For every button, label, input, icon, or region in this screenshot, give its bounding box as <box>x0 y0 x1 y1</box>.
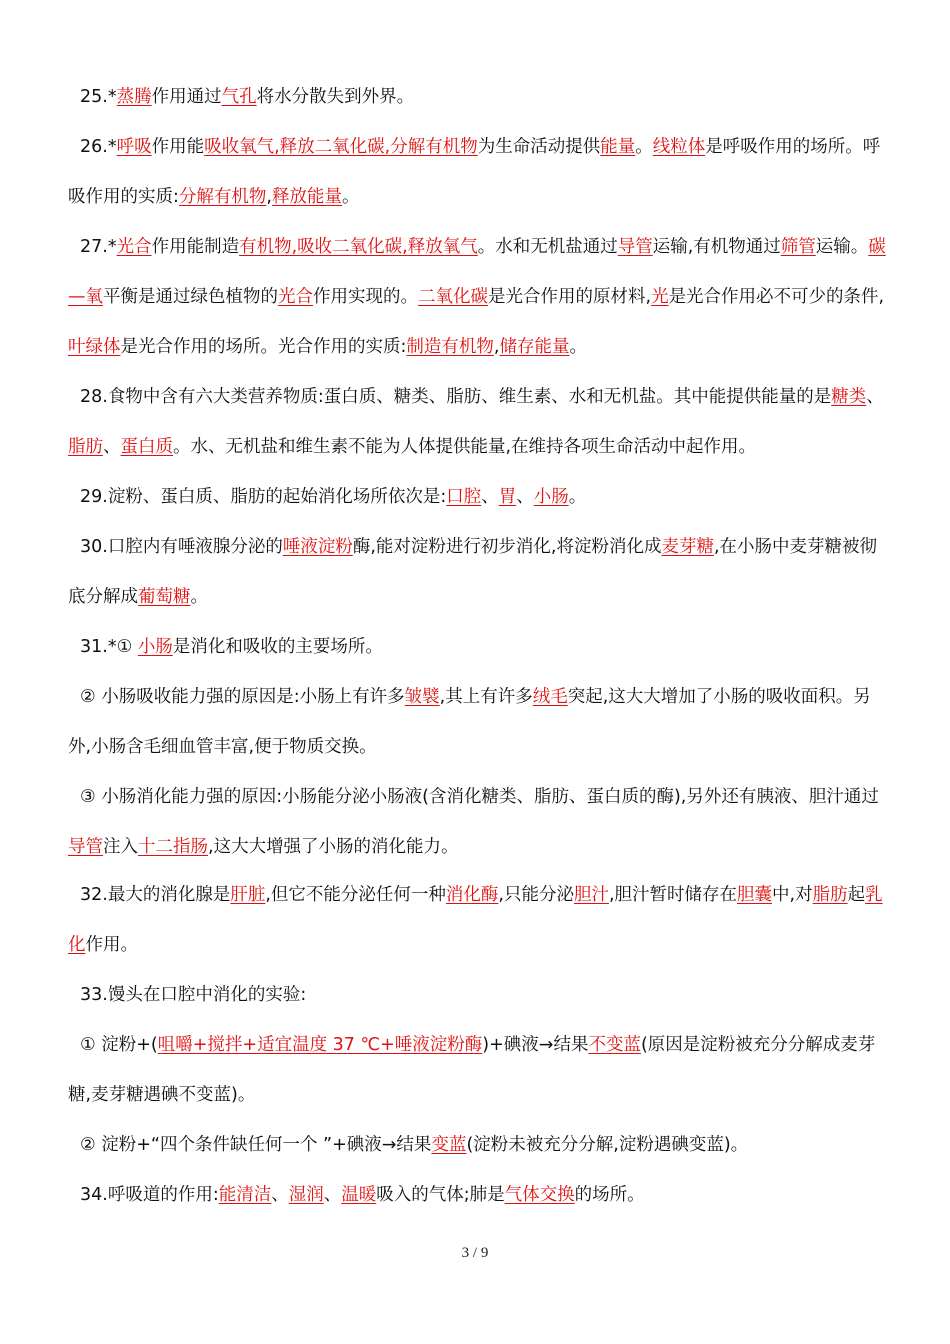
answer-text: 分解有机物 <box>178 187 267 207</box>
body-text: 。 <box>190 587 208 607</box>
answer-text: 肝脏 <box>230 885 266 905</box>
body-text: 是光合作用的场所。光合作用的实质: <box>120 337 407 357</box>
body-text: 、 <box>516 487 534 507</box>
body-text: 是呼吸作用的场所。呼吸作用的实质: <box>68 137 881 207</box>
answer-text: 皱襞 <box>404 687 440 707</box>
answer-text: 变蓝 <box>431 1135 467 1155</box>
paragraph-27 <box>68 222 890 372</box>
body-text: ,其上有许多 <box>439 687 533 707</box>
paragraph-31b <box>68 672 890 772</box>
body-text: (原因是淀粉被充分分解成麦芽糖,麦芽糖遇碘不变蓝)。 <box>68 1035 876 1105</box>
body-text: 作用实现的。 <box>313 287 418 307</box>
body-text: 注入 <box>103 837 138 857</box>
paragraph-33 <box>68 970 890 1020</box>
answer-text: 吸收氧气,释放二氧化碳,分解有机物 <box>204 137 478 157</box>
body-text: 。 <box>569 337 587 357</box>
answer-text: 有机物,吸收二氧化碳,释放氧气 <box>239 237 478 257</box>
body-text: )+碘液→结果 <box>482 1035 589 1055</box>
answer-text: 葡萄糖 <box>138 587 191 607</box>
body-text: ① 淀粉+( <box>80 1035 158 1055</box>
answer-text: 胆汁 <box>573 885 609 905</box>
body-text: 25.* <box>80 87 117 107</box>
paragraph-29 <box>68 472 890 522</box>
body-text: 是光合作用的原材料, <box>488 287 652 307</box>
body-text: 。 <box>341 187 360 207</box>
paragraph-31c <box>68 772 890 872</box>
body-text: 、 <box>271 1185 289 1205</box>
answer-text: 气体交换 <box>504 1185 575 1205</box>
body-text: 27.* <box>80 237 117 257</box>
body-text: 作用能制造 <box>151 237 240 257</box>
body-text: 28.食物中含有六大类营养物质:蛋白质、糖类、脂肪、维生素、水和无机盐。其中能提供能量的是 <box>80 387 832 407</box>
body-text: ,但它不能分泌任何一种 <box>265 885 446 905</box>
body-text: 。水、无机盐和维生素不能为人体提供能量,在维持各项生命活动中起作用。 <box>173 437 757 457</box>
answer-text: 能量 <box>600 137 636 157</box>
answer-text: 麦芽糖 <box>661 537 714 557</box>
page-number: 3 / 9 <box>461 1245 489 1261</box>
answer-text: 唾液淀粉 <box>282 537 353 557</box>
body-text: 、 <box>103 437 121 457</box>
paragraph-30 <box>68 522 890 622</box>
body-text: 、 <box>481 487 499 507</box>
body-text: 、 <box>323 1185 342 1205</box>
answer-text: 消化酶 <box>445 885 499 905</box>
body-text: 为生命活动提供 <box>477 137 601 157</box>
paragraph-33a <box>68 1020 890 1120</box>
body-text: 32.最大的消化腺是 <box>80 885 231 905</box>
paragraph-26 <box>68 122 890 222</box>
body-text: 中,对 <box>772 885 813 905</box>
paragraph-34 <box>68 1170 890 1220</box>
body-text: 、 <box>866 387 884 407</box>
answer-text: 制造有机物 <box>406 337 494 357</box>
answer-text: 乳化 <box>68 885 883 955</box>
body-text: 33.馒头在口腔中消化的实验: <box>80 985 307 1005</box>
answer-text: 能清洁 <box>218 1185 272 1205</box>
body-text: 运输,有机物通过 <box>652 237 781 257</box>
body-text: , <box>493 337 500 357</box>
answer-text: 脂肪 <box>812 885 848 905</box>
answer-text: 导管 <box>68 837 103 857</box>
paragraph-25 <box>68 72 890 122</box>
body-text: 。 <box>635 137 653 157</box>
answer-text: 胃 <box>498 487 517 507</box>
answer-text: 气孔 <box>221 87 257 107</box>
paragraph-33b <box>68 1120 890 1170</box>
body-text: 26.* <box>80 137 117 157</box>
answer-text: 胆囊 <box>737 885 773 905</box>
body-text: ③ 小肠消化能力强的原因:小肠能分泌小肠液(含消化糖类、脂肪、蛋白质的酶),另外还有胰液、胆汁通过 <box>80 787 879 807</box>
paragraph-28 <box>68 372 890 472</box>
body-text: 是消化和吸收的主要场所。 <box>172 637 383 657</box>
body-text: 平衡是通过绿色植物的 <box>103 287 278 307</box>
body-text: 运输。 <box>815 237 869 257</box>
body-text: 作用能 <box>151 137 205 157</box>
answer-text: 小肠 <box>137 637 173 657</box>
answer-text: 二氧化碳 <box>418 287 488 307</box>
body-text: 作用通过 <box>151 87 222 107</box>
answer-text: 光合 <box>116 237 152 257</box>
answer-text: 蒸腾 <box>116 87 152 107</box>
answer-text: 碳—氧 <box>68 237 886 307</box>
body-text: ② 小肠吸收能力强的原因是:小肠上有许多 <box>80 687 405 707</box>
body-text: 起 <box>847 885 866 905</box>
body-text: 31.*① <box>80 637 138 657</box>
answer-text: 口腔 <box>446 487 482 507</box>
answer-text: 湿润 <box>288 1185 324 1205</box>
answer-text: 叶绿体 <box>68 337 121 357</box>
body-text: 34.呼吸道的作用: <box>80 1185 219 1205</box>
body-text: , <box>266 187 272 207</box>
body-text: 突起,这大大增加了小肠的吸收面积。另外,小肠含毛细血管丰富,便于物质交换。 <box>68 687 871 757</box>
paragraph-31a <box>68 622 890 672</box>
answer-text: 咀嚼+搅拌+适宜温度 37 ℃+唾液淀粉酶 <box>157 1035 483 1055</box>
body-text: 是光合作用必不可少的条件, <box>668 287 885 307</box>
answer-text: 筛管 <box>780 237 816 257</box>
body-text: 酶,能对淀粉进行初步消化,将淀粉消化成 <box>352 537 662 557</box>
answer-text: 呼吸 <box>116 137 152 157</box>
answer-text: 光合 <box>278 287 313 307</box>
body-text: ,这大大增强了小肠的消化能力。 <box>208 837 459 857</box>
body-text: (淀粉未被充分分解,淀粉遇碘变蓝)。 <box>466 1135 749 1155</box>
body-text: 29.淀粉、蛋白质、脂肪的起始消化场所依次是: <box>80 487 447 507</box>
answer-text: 光 <box>651 287 669 307</box>
body-text: 30.口腔内有唾液腺分泌的 <box>80 537 283 557</box>
answer-text: 绒毛 <box>532 687 568 707</box>
body-text: ,胆汁暂时储存在 <box>608 885 738 905</box>
answer-text: 脂肪 <box>68 437 103 457</box>
paragraph-32 <box>68 870 890 970</box>
body-text: ,只能分泌 <box>498 885 574 905</box>
answer-text: 蛋白质 <box>120 437 173 457</box>
answer-text: 温暖 <box>341 1185 377 1205</box>
body-text: 将水分散失到外界。 <box>256 87 415 107</box>
body-text: 吸入的气体;肺是 <box>376 1185 505 1205</box>
body-text: 作用。 <box>85 935 138 955</box>
answer-text: 小肠 <box>533 487 569 507</box>
answer-text: 线粒体 <box>652 137 706 157</box>
answer-text: 储存能量 <box>499 337 570 357</box>
answer-text: 糖类 <box>831 387 867 407</box>
body-text: 。 <box>568 487 587 507</box>
body-text: ② 淀粉+“四个条件缺任何一个 ”+碘液→结果 <box>80 1135 432 1155</box>
answer-text: 导管 <box>617 237 653 257</box>
answer-text: 十二指肠 <box>138 837 208 857</box>
body-text: 。水和无机盐通过 <box>477 237 618 257</box>
answer-text: 释放能量 <box>271 187 342 207</box>
body-text: 的场所。 <box>574 1185 645 1205</box>
answer-text: 不变蓝 <box>588 1035 641 1055</box>
body-text: ,在小肠中麦芽糖被彻底分解成 <box>68 537 878 607</box>
